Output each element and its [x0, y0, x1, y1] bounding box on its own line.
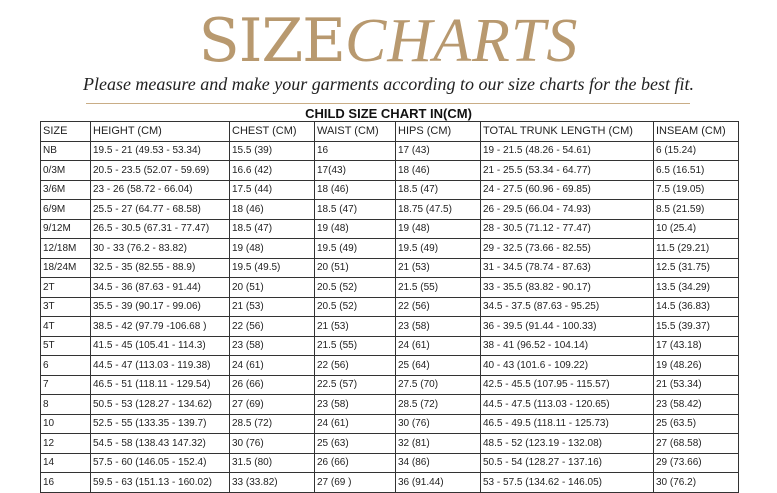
- table-cell: 26 (66): [230, 375, 315, 395]
- table-cell: 16: [315, 141, 396, 161]
- column-header: INSEAM (CM): [654, 122, 739, 142]
- column-header: TOTAL TRUNK LENGTH (CM): [481, 122, 654, 142]
- table-cell: 18.5 (47): [230, 219, 315, 239]
- table-title: CHILD SIZE CHART IN(CM): [305, 106, 472, 121]
- table-cell: 50.5 - 54 (128.27 - 137.16): [481, 453, 654, 473]
- table-cell: 24 (61): [396, 336, 481, 356]
- table-cell: 21 (53): [315, 317, 396, 337]
- table-cell: 7.5 (19.05): [654, 180, 739, 200]
- table-cell: 14: [41, 453, 91, 473]
- table-cell: 17.5 (44): [230, 180, 315, 200]
- table-cell: 27.5 (70): [396, 375, 481, 395]
- table-cell: 13.5 (34.29): [654, 278, 739, 298]
- table-cell: 18.5 (47): [396, 180, 481, 200]
- table-cell: 10 (25.4): [654, 219, 739, 239]
- table-cell: 19 (48): [396, 219, 481, 239]
- table-cell: 25 (63): [315, 434, 396, 454]
- subtitle: Please measure and make your garments according to our size charts for the best fit.: [82, 74, 695, 94]
- table-cell: 23 - 26 (58.72 - 66.04): [91, 180, 230, 200]
- table-cell: 21.5 (55): [396, 278, 481, 298]
- table-cell: 10: [41, 414, 91, 434]
- table-cell: 30 (76): [230, 434, 315, 454]
- table-cell: 16: [41, 473, 91, 493]
- table-cell: 19.5 (49): [396, 239, 481, 259]
- table-cell: 31.5 (80): [230, 453, 315, 473]
- column-header: WAIST (CM): [315, 122, 396, 142]
- table-cell: 6: [41, 356, 91, 376]
- table-row: [41, 141, 739, 161]
- table-row: [41, 356, 739, 376]
- table-cell: 23 (58): [396, 317, 481, 337]
- table-cell: 25 (63.5): [654, 414, 739, 434]
- table-cell: 4T: [41, 317, 91, 337]
- table-cell: 26 - 29.5 (66.04 - 74.93): [481, 200, 654, 220]
- table-cell: 20.5 (52): [315, 278, 396, 298]
- table-cell: 54.5 - 58 (138.43 147.32): [91, 434, 230, 454]
- table-cell: 32 (81): [396, 434, 481, 454]
- table-cell: 12: [41, 434, 91, 454]
- table-cell: 48.5 - 52 (123.19 - 132.08): [481, 434, 654, 454]
- table-cell: 46.5 - 51 (118.11 - 129.54): [91, 375, 230, 395]
- table-cell: 52.5 - 55 (133.35 - 139.7): [91, 414, 230, 434]
- table-cell: 31 - 34.5 (78.74 - 87.63): [481, 258, 654, 278]
- table-cell: 7: [41, 375, 91, 395]
- table-row: [41, 180, 739, 200]
- table-cell: 20.5 (52): [315, 297, 396, 317]
- table-row: [41, 453, 739, 473]
- table-cell: 9/12M: [41, 219, 91, 239]
- table-row: [41, 239, 739, 259]
- table-cell: 20 (51): [230, 278, 315, 298]
- table-row: [41, 473, 739, 493]
- table-cell: 59.5 - 63 (151.13 - 160.02): [91, 473, 230, 493]
- table-row: [41, 200, 739, 220]
- table-cell: 6 (15.24): [654, 141, 739, 161]
- table-body: [41, 141, 739, 492]
- table-cell: 25 (64): [396, 356, 481, 376]
- column-header: CHEST (CM): [230, 122, 315, 142]
- table-cell: 24 - 27.5 (60.96 - 69.85): [481, 180, 654, 200]
- table-cell: 22 (56): [396, 297, 481, 317]
- table-cell: 34.5 - 37.5 (87.63 - 95.25): [481, 297, 654, 317]
- table-cell: 6/9M: [41, 200, 91, 220]
- table-cell: 11.5 (29.21): [654, 239, 739, 259]
- table-cell: 19 (48): [315, 219, 396, 239]
- table-row: [41, 317, 739, 337]
- table-cell: 20 (51): [315, 258, 396, 278]
- table-cell: 22.5 (57): [315, 375, 396, 395]
- table-cell: 30 (76): [396, 414, 481, 434]
- table-cell: 29 (73.66): [654, 453, 739, 473]
- table-cell: 19.5 (49.5): [230, 258, 315, 278]
- title-charts-word: CHARTS: [344, 7, 579, 75]
- table-row: [41, 161, 739, 181]
- table-cell: 28 - 30.5 (71.12 - 77.47): [481, 219, 654, 239]
- table-cell: 27 (68.58): [654, 434, 739, 454]
- table-row: [41, 395, 739, 415]
- table-cell: 22 (56): [230, 317, 315, 337]
- table-cell: 28.5 (72): [230, 414, 315, 434]
- table-cell: 34.5 - 36 (87.63 - 91.44): [91, 278, 230, 298]
- table-cell: 36 - 39.5 (91.44 - 100.33): [481, 317, 654, 337]
- table-row: [41, 258, 739, 278]
- table-cell: 24 (61): [315, 414, 396, 434]
- table-cell: 19.5 (49): [315, 239, 396, 259]
- table-cell: 27 (69): [230, 395, 315, 415]
- table-row: [41, 336, 739, 356]
- table-cell: 33 (33.82): [230, 473, 315, 493]
- table-cell: 21 (53): [396, 258, 481, 278]
- table-cell: 19 - 21.5 (48.26 - 54.61): [481, 141, 654, 161]
- table-cell: 29 - 32.5 (73.66 - 82.55): [481, 239, 654, 259]
- table-cell: 18/24M: [41, 258, 91, 278]
- table-cell: 40 - 43 (101.6 - 109.22): [481, 356, 654, 376]
- size-chart-table: [40, 121, 739, 493]
- table-cell: 17(43): [315, 161, 396, 181]
- table-cell: 30 - 33 (76.2 - 83.82): [91, 239, 230, 259]
- table-cell: 32.5 - 35 (82.55 - 88.9): [91, 258, 230, 278]
- table-cell: 21 (53): [230, 297, 315, 317]
- table-cell: 19 (48.26): [654, 356, 739, 376]
- table-cell: 17 (43.18): [654, 336, 739, 356]
- table-cell: 8.5 (21.59): [654, 200, 739, 220]
- table-row: [41, 375, 739, 395]
- column-header: HIPS (CM): [396, 122, 481, 142]
- table-cell: 18 (46): [396, 161, 481, 181]
- table-cell: 18.75 (47.5): [396, 200, 481, 220]
- table-cell: 42.5 - 45.5 (107.95 - 115.57): [481, 375, 654, 395]
- table-cell: 5T: [41, 336, 91, 356]
- table-cell: 57.5 - 60 (146.05 - 152.4): [91, 453, 230, 473]
- table-cell: 15.5 (39.37): [654, 317, 739, 337]
- table-cell: 24 (61): [230, 356, 315, 376]
- table-cell: 23 (58.42): [654, 395, 739, 415]
- table-cell: 44.5 - 47.5 (113.03 - 120.65): [481, 395, 654, 415]
- table-row: [41, 297, 739, 317]
- table-header-row: [41, 122, 739, 142]
- table-cell: 19 (48): [230, 239, 315, 259]
- title-size-word: SIZE: [198, 6, 345, 76]
- table-cell: 17 (43): [396, 141, 481, 161]
- table-cell: 21 - 25.5 (53.34 - 64.77): [481, 161, 654, 181]
- table-cell: 18 (46): [315, 180, 396, 200]
- table-cell: 14.5 (36.83): [654, 297, 739, 317]
- table-row: [41, 278, 739, 298]
- table-cell: 22 (56): [315, 356, 396, 376]
- table-cell: 23 (58): [230, 336, 315, 356]
- table-cell: NB: [41, 141, 91, 161]
- table-row: [41, 414, 739, 434]
- table-cell: 53 - 57.5 (134.62 - 146.05): [481, 473, 654, 493]
- divider: [86, 103, 690, 104]
- table-cell: 38 - 41 (96.52 - 104.14): [481, 336, 654, 356]
- table-cell: 3/6M: [41, 180, 91, 200]
- table-cell: 21.5 (55): [315, 336, 396, 356]
- table-cell: 34 (86): [396, 453, 481, 473]
- table-cell: 30 (76.2): [654, 473, 739, 493]
- page-title: [0, 4, 777, 78]
- table-cell: 46.5 - 49.5 (118.11 - 125.73): [481, 414, 654, 434]
- table-cell: 15.5 (39): [230, 141, 315, 161]
- table-cell: 18 (46): [230, 200, 315, 220]
- table-row: [41, 219, 739, 239]
- table-cell: 12/18M: [41, 239, 91, 259]
- table-cell: 38.5 - 42 (97.79 -106.68 ): [91, 317, 230, 337]
- table-cell: 44.5 - 47 (113.03 - 119.38): [91, 356, 230, 376]
- table-cell: 2T: [41, 278, 91, 298]
- table-cell: 28.5 (72): [396, 395, 481, 415]
- table-cell: 27 (69 ): [315, 473, 396, 493]
- table-cell: 18.5 (47): [315, 200, 396, 220]
- column-header: SIZE: [41, 122, 91, 142]
- table-cell: 41.5 - 45 (105.41 - 114.3): [91, 336, 230, 356]
- table-cell: 12.5 (31.75): [654, 258, 739, 278]
- table-cell: 20.5 - 23.5 (52.07 - 59.69): [91, 161, 230, 181]
- table-cell: 6.5 (16.51): [654, 161, 739, 181]
- table-cell: 26.5 - 30.5 (67.31 - 77.47): [91, 219, 230, 239]
- table-cell: 16.6 (42): [230, 161, 315, 181]
- table-cell: 19.5 - 21 (49.53 - 53.34): [91, 141, 230, 161]
- table-cell: 35.5 - 39 (90.17 - 99.06): [91, 297, 230, 317]
- table-cell: 23 (58): [315, 395, 396, 415]
- table-cell: 36 (91.44): [396, 473, 481, 493]
- table-cell: 21 (53.34): [654, 375, 739, 395]
- table-cell: 25.5 - 27 (64.77 - 68.58): [91, 200, 230, 220]
- table-cell: 3T: [41, 297, 91, 317]
- table-cell: 50.5 - 53 (128.27 - 134.62): [91, 395, 230, 415]
- table-row: [41, 434, 739, 454]
- table-cell: 33 - 35.5 (83.82 - 90.17): [481, 278, 654, 298]
- table-cell: 0/3M: [41, 161, 91, 181]
- table-cell: 8: [41, 395, 91, 415]
- table-cell: 26 (66): [315, 453, 396, 473]
- column-header: HEIGHT (CM): [91, 122, 230, 142]
